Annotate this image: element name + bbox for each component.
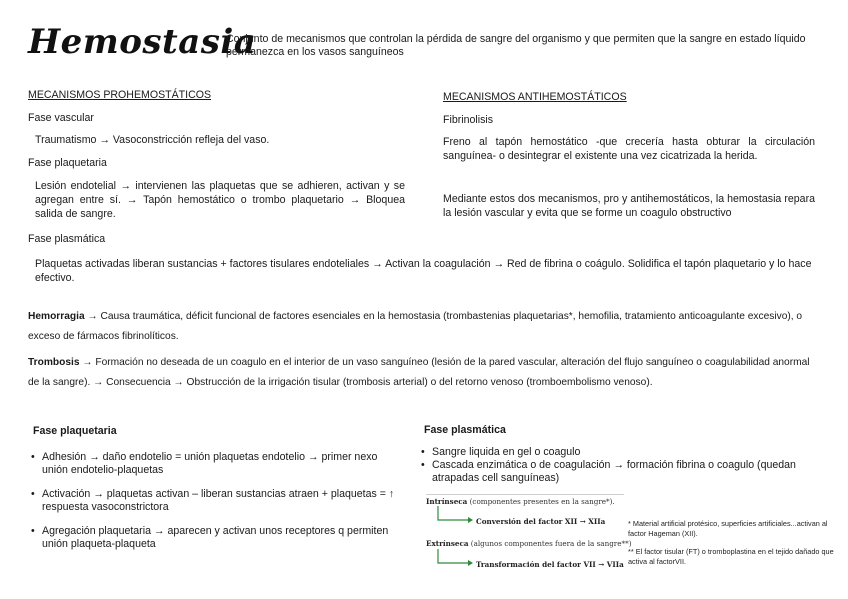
fase-vascular-title: Fase vascular bbox=[28, 112, 94, 124]
list-item: • Sangre liquida en gel o coagulo bbox=[420, 446, 830, 459]
fase-vascular-text: Traumatismo → Vasoconstricción refleja del vaso. bbox=[35, 134, 270, 146]
intro-text: Conjunto de mecanismos que controlan la pérdida de sangre del organismo y que permiten que la sangre en estado líquido permanezca en los vasos sanguíneos bbox=[226, 33, 806, 58]
extrinseca-result-text: Transformación del factor VII → VIIa bbox=[476, 560, 624, 569]
fase-plasmatica-text: Plaquetas activadas liberan sustancias + factores tisulares endoteliales → Activan la coagulación → Red de fibrina o coágulo. Solidifica el tapón plaquetario y lo hace efectivo. bbox=[35, 258, 812, 284]
fase-plaquetaria-title: Fase plaquetaria bbox=[28, 157, 107, 169]
box-plaquetaria-list bbox=[30, 451, 395, 551]
fase-plaquetaria-text: Lesión endotelial → intervienen las plaquetas que se adhieren, activan y se agregan entre sí. → Tapón hemostático o trombo plaquetario → Bloquea salida de sangre. bbox=[35, 180, 405, 220]
extrinseca-line bbox=[426, 539, 632, 548]
antihemostaticos-heading: MECANISMOS ANTIHEMOSTÁTICOS bbox=[443, 91, 627, 103]
extrinseca-arrow bbox=[434, 548, 474, 568]
extrinseca-detail: (algunos componentes fuera de la sangre**) bbox=[470, 539, 632, 548]
intrinseca-result-text: Conversión del factor XII → XIIa bbox=[476, 517, 606, 526]
intrinseca-detail: (componentes presentes en la sangre*). bbox=[469, 497, 615, 506]
extrinseca-result bbox=[476, 560, 624, 569]
intrinseca-arrow bbox=[434, 505, 474, 525]
diagram-divider bbox=[426, 494, 624, 495]
intrinseca-label: Intrínseca bbox=[426, 497, 468, 506]
hemorragia-text: → Causa traumática, déficit funcional de factores esenciales en la hemostasia (trombastenias plaquetarias*, hemofilia, tratamiento anticoagulante excesivo), o exceso de fármacos fibrinolíticos. bbox=[28, 311, 803, 342]
extrinseca-label: Extrínseca bbox=[426, 539, 469, 548]
fibrinolisis-text: Freno al tapón hemostático -que crecería hasta obturar la circulación sanguínea- o desintegrar el existente una vez cicatrizada la herida. bbox=[443, 136, 815, 162]
footnote-1: * Material artificial protésico, superficies artificiales...activan al factor Hageman (XII). bbox=[628, 519, 828, 538]
box-plasmatica-list bbox=[420, 446, 830, 485]
footnote-2: ** El factor tisular (FT) o tromboplastina en el tejido dañado que activa al factorVII. bbox=[628, 547, 834, 566]
trombosis-paragraph bbox=[28, 353, 818, 393]
list-item: • Adhesión → daño endotelio = unión plaquetas endotelio → primer nexo unión endotelio-plaquetas bbox=[30, 451, 395, 477]
trombosis-term: Trombosis bbox=[28, 357, 80, 368]
box-plasmatica-title: Fase plasmática bbox=[424, 424, 506, 436]
fibrinolisis-title: Fibrinolisis bbox=[443, 114, 494, 126]
list-item: • Activación → plaquetas activan – liberan sustancias atraen + plaquetas = ↑ respuesta vasoconstrictora bbox=[30, 488, 395, 514]
prohemostaticos-heading: MECANISMOS PROHEMOSTÁTICOS bbox=[28, 89, 212, 101]
fase-plasmatica-title: Fase plasmática bbox=[28, 233, 106, 245]
hemorragia-term: Hemorragia bbox=[28, 311, 85, 322]
intrinseca-result bbox=[476, 517, 605, 526]
list-item: • Agregación plaquetaria → aparecen y activan unos receptores q permiten unión plaqueta-plaqueta bbox=[30, 525, 395, 551]
trombosis-text: → Formación no deseada de un coagulo en el interior de un vaso sanguíneo (lesión de la pared vascular, alteración del flujo sanguíneo o coagulabilidad anormal de la sangre). → Consecuencia → Obstrucción de la irrigación tisular (trombosis arterial) o del retorno venoso (tromboembolismo venoso). bbox=[28, 357, 810, 388]
page-title: Hemostasia bbox=[28, 22, 257, 62]
hemostasia-summary: Mediante estos dos mecanismos, pro y antihemostáticos, la hemostasia repara la lesión vascular y evita que se forme un coagulo obstructivo bbox=[443, 193, 815, 219]
list-item: • Cascada enzimática o de coagulación → formación fibrina o coagulo (quedan atrapadas cell sanguíneas) bbox=[420, 459, 830, 485]
box-plaquetaria-title: Fase plaquetaria bbox=[33, 425, 117, 437]
hemorragia-paragraph bbox=[28, 307, 818, 347]
